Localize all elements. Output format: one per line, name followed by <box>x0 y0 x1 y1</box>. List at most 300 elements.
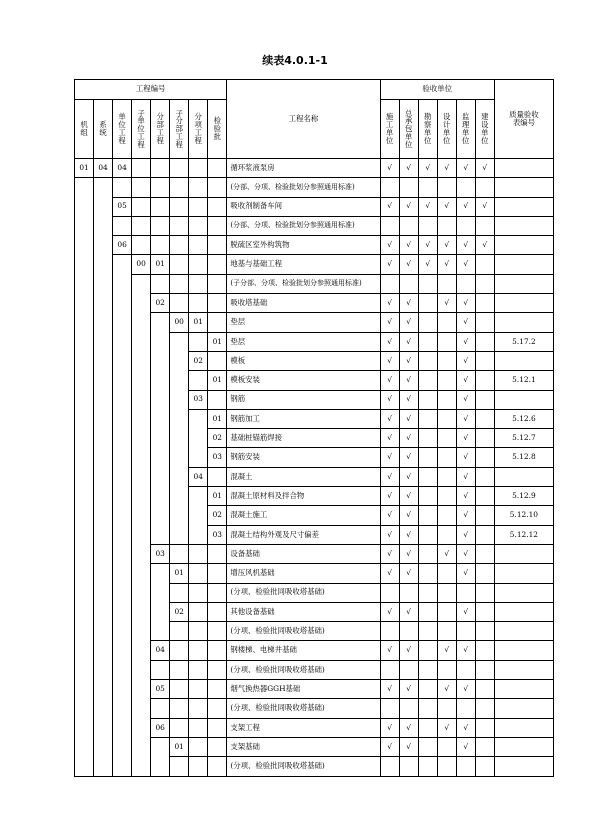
acceptance-check-cell: √ <box>456 564 475 583</box>
form-number-cell <box>494 390 553 409</box>
code-cell <box>170 525 189 544</box>
table-row <box>75 660 554 679</box>
project-name-cell: 钢筋安装 <box>227 448 380 467</box>
code-cell <box>189 487 208 506</box>
form-number-cell <box>494 178 553 197</box>
header-unit-col: 监理单位 <box>456 100 475 159</box>
acceptance-check-cell <box>456 216 475 235</box>
acceptance-check-cell <box>418 467 437 486</box>
code-cell <box>151 313 170 332</box>
code-cell <box>170 583 189 602</box>
acceptance-check-cell <box>437 622 456 641</box>
code-cell <box>189 274 208 293</box>
form-number-cell <box>494 351 553 370</box>
code-cell <box>94 660 113 679</box>
acceptance-check-cell <box>437 467 456 486</box>
code-cell <box>132 525 151 544</box>
header-code-col: 分部工程 <box>151 100 170 159</box>
acceptance-check-cell <box>475 622 494 641</box>
code-cell <box>75 737 94 756</box>
project-name-cell: 混凝土 <box>227 467 380 486</box>
acceptance-check-cell <box>399 757 418 776</box>
acceptance-check-cell <box>399 274 418 293</box>
code-cell <box>189 660 208 679</box>
acceptance-check-cell: √ <box>399 313 418 332</box>
acceptance-check-cell <box>418 429 437 448</box>
code-cell <box>189 602 208 621</box>
code-cell <box>189 216 208 235</box>
acceptance-check-cell <box>418 699 437 718</box>
acceptance-check-cell <box>380 274 399 293</box>
acceptance-check-cell <box>418 274 437 293</box>
code-cell <box>208 274 227 293</box>
code-cell <box>132 602 151 621</box>
project-name-cell: 地基与基础工程 <box>227 255 380 274</box>
acceptance-check-cell: √ <box>456 641 475 660</box>
code-cell <box>113 544 132 563</box>
code-cell <box>132 178 151 197</box>
acceptance-check-cell: √ <box>456 506 475 525</box>
table-row <box>75 159 554 178</box>
acceptance-check-cell: √ <box>399 737 418 756</box>
code-cell <box>113 602 132 621</box>
code-cell <box>113 564 132 583</box>
acceptance-check-cell: √ <box>380 197 399 216</box>
acceptance-check-cell <box>380 660 399 679</box>
header-code-col: 分项工程 <box>189 100 208 159</box>
acceptance-check-cell: √ <box>380 564 399 583</box>
acceptance-check-cell: √ <box>399 564 418 583</box>
header-code-col: 机组 <box>75 100 94 159</box>
table-row <box>75 371 554 390</box>
table-row <box>75 178 554 197</box>
code-cell: 03 <box>151 544 170 563</box>
code-cell <box>132 757 151 776</box>
code-cell <box>132 718 151 737</box>
acceptance-check-cell <box>437 448 456 467</box>
code-cell <box>113 178 132 197</box>
code-cell <box>94 332 113 351</box>
acceptance-check-cell <box>475 718 494 737</box>
acceptance-check-cell <box>475 371 494 390</box>
code-cell <box>170 544 189 563</box>
acceptance-check-cell <box>437 178 456 197</box>
acceptance-check-cell <box>456 622 475 641</box>
code-cell <box>132 487 151 506</box>
code-cell <box>75 602 94 621</box>
code-cell <box>94 178 113 197</box>
acceptance-check-cell: √ <box>437 159 456 178</box>
header-unit-col: 设计单位 <box>437 100 456 159</box>
acceptance-check-cell: √ <box>380 429 399 448</box>
code-cell <box>208 757 227 776</box>
acceptance-check-cell <box>437 429 456 448</box>
code-cell <box>132 197 151 216</box>
code-cell <box>113 622 132 641</box>
code-cell <box>94 718 113 737</box>
project-name-cell: 垫层 <box>227 332 380 351</box>
code-cell: 01 <box>208 409 227 428</box>
code-cell: 04 <box>94 159 113 178</box>
acceptance-check-cell: √ <box>399 294 418 313</box>
code-cell: 01 <box>170 737 189 756</box>
project-name-cell: 吸收剂制备车间 <box>227 197 380 216</box>
code-cell <box>75 583 94 602</box>
code-cell: 02 <box>151 294 170 313</box>
code-cell <box>151 351 170 370</box>
code-cell <box>132 351 151 370</box>
code-cell <box>170 390 189 409</box>
project-code-table <box>74 79 554 777</box>
form-number-cell <box>494 216 553 235</box>
code-cell <box>170 236 189 255</box>
code-cell <box>113 409 132 428</box>
code-cell: 05 <box>113 197 132 216</box>
code-cell <box>189 448 208 467</box>
table-row <box>75 294 554 313</box>
acceptance-check-cell: √ <box>456 718 475 737</box>
acceptance-check-cell <box>418 390 437 409</box>
acceptance-check-cell <box>475 332 494 351</box>
acceptance-check-cell: √ <box>456 159 475 178</box>
acceptance-check-cell <box>475 641 494 660</box>
acceptance-check-cell: √ <box>380 680 399 699</box>
form-number-cell: 5.12.12 <box>494 525 553 544</box>
form-number-cell <box>494 313 553 332</box>
code-cell <box>189 294 208 313</box>
acceptance-check-cell <box>399 216 418 235</box>
acceptance-check-cell: √ <box>399 544 418 563</box>
header-code-col: 单位工程 <box>113 100 132 159</box>
code-cell <box>94 506 113 525</box>
code-cell <box>151 757 170 776</box>
code-cell <box>208 718 227 737</box>
acceptance-check-cell <box>437 409 456 428</box>
project-name-cell: 钢筋加工 <box>227 409 380 428</box>
code-cell: 05 <box>151 680 170 699</box>
code-cell <box>189 178 208 197</box>
code-cell <box>75 506 94 525</box>
table-row <box>75 487 554 506</box>
acceptance-check-cell: √ <box>399 525 418 544</box>
acceptance-check-cell <box>475 506 494 525</box>
acceptance-check-cell <box>475 564 494 583</box>
code-cell <box>170 216 189 235</box>
acceptance-check-cell <box>475 467 494 486</box>
code-cell <box>189 506 208 525</box>
form-number-cell: 5.12.6 <box>494 409 553 428</box>
acceptance-check-cell <box>437 564 456 583</box>
project-name-cell: 支架工程 <box>227 718 380 737</box>
acceptance-check-cell: √ <box>456 602 475 621</box>
acceptance-check-cell <box>437 583 456 602</box>
acceptance-check-cell: √ <box>418 197 437 216</box>
acceptance-check-cell <box>418 525 437 544</box>
acceptance-check-cell <box>475 313 494 332</box>
acceptance-check-cell <box>475 216 494 235</box>
acceptance-check-cell: √ <box>380 371 399 390</box>
code-cell <box>75 660 94 679</box>
acceptance-check-cell: √ <box>456 390 475 409</box>
table-row <box>75 467 554 486</box>
acceptance-check-cell <box>475 660 494 679</box>
code-cell <box>75 216 94 235</box>
acceptance-check-cell <box>399 699 418 718</box>
code-cell <box>189 371 208 390</box>
code-cell <box>113 757 132 776</box>
acceptance-check-cell <box>399 622 418 641</box>
project-name-cell: 混凝土结构外观及尺寸偏差 <box>227 525 380 544</box>
code-cell <box>94 641 113 660</box>
acceptance-check-cell: √ <box>380 641 399 660</box>
code-cell <box>94 274 113 293</box>
code-cell <box>75 699 94 718</box>
code-cell <box>170 641 189 660</box>
acceptance-check-cell: √ <box>380 718 399 737</box>
acceptance-check-cell: √ <box>380 487 399 506</box>
code-cell <box>189 255 208 274</box>
code-cell <box>151 448 170 467</box>
project-name-cell: 脱硫区室外构筑物 <box>227 236 380 255</box>
acceptance-check-cell: √ <box>399 409 418 428</box>
project-name-cell: (分项、检验批同吸收塔基础) <box>227 622 380 641</box>
acceptance-check-cell <box>475 583 494 602</box>
acceptance-check-cell: √ <box>437 544 456 563</box>
code-cell <box>75 429 94 448</box>
code-cell <box>113 660 132 679</box>
acceptance-check-cell <box>475 429 494 448</box>
code-cell <box>113 390 132 409</box>
code-cell <box>132 506 151 525</box>
acceptance-check-cell <box>475 757 494 776</box>
acceptance-check-cell <box>418 737 437 756</box>
code-cell <box>151 699 170 718</box>
code-cell <box>75 371 94 390</box>
code-cell <box>151 583 170 602</box>
code-cell: 03 <box>208 448 227 467</box>
code-cell <box>75 351 94 370</box>
header-unit-col: 勘察单位 <box>418 100 437 159</box>
table-row <box>75 197 554 216</box>
table-row <box>75 525 554 544</box>
code-cell <box>113 274 132 293</box>
acceptance-check-cell <box>456 178 475 197</box>
code-cell <box>189 409 208 428</box>
code-cell <box>75 313 94 332</box>
form-number-cell <box>494 564 553 583</box>
code-cell <box>94 564 113 583</box>
acceptance-check-cell: √ <box>456 313 475 332</box>
code-cell <box>170 351 189 370</box>
code-cell <box>151 274 170 293</box>
code-cell <box>170 757 189 776</box>
code-cell <box>132 737 151 756</box>
code-cell <box>151 660 170 679</box>
acceptance-check-cell: √ <box>380 351 399 370</box>
code-cell <box>170 429 189 448</box>
code-cell <box>208 216 227 235</box>
code-cell <box>75 274 94 293</box>
project-name-cell: (分部、分项、检验批划分参照通用标准) <box>227 178 380 197</box>
code-cell <box>170 197 189 216</box>
code-cell <box>113 737 132 756</box>
acceptance-check-cell: √ <box>456 351 475 370</box>
header-unit-col: 建设单位 <box>475 100 494 159</box>
code-cell: 01 <box>189 313 208 332</box>
acceptance-check-cell <box>399 178 418 197</box>
project-name-cell: 钢楼梯、电梯井基础 <box>227 641 380 660</box>
code-cell <box>94 255 113 274</box>
form-number-cell <box>494 159 553 178</box>
code-cell: 02 <box>208 506 227 525</box>
code-cell <box>151 390 170 409</box>
acceptance-check-cell <box>475 544 494 563</box>
form-number-cell <box>494 680 553 699</box>
code-cell <box>208 737 227 756</box>
acceptance-check-cell <box>437 313 456 332</box>
code-cell: 04 <box>189 467 208 486</box>
code-cell <box>113 351 132 370</box>
code-cell <box>132 409 151 428</box>
table-caption: 续表4.0.1-1 <box>262 54 328 67</box>
header-unit-col: 施工单位 <box>380 100 399 159</box>
code-cell <box>132 313 151 332</box>
acceptance-check-cell: √ <box>456 197 475 216</box>
acceptance-check-cell <box>380 757 399 776</box>
table-row <box>75 602 554 621</box>
code-cell <box>189 564 208 583</box>
acceptance-check-cell <box>437 274 456 293</box>
acceptance-check-cell <box>475 602 494 621</box>
acceptance-check-cell: √ <box>437 718 456 737</box>
acceptance-check-cell: √ <box>380 467 399 486</box>
acceptance-check-cell: √ <box>456 448 475 467</box>
code-cell <box>151 332 170 351</box>
code-cell <box>151 564 170 583</box>
table-row <box>75 313 554 332</box>
code-cell <box>208 564 227 583</box>
code-cell <box>94 680 113 699</box>
acceptance-check-cell: √ <box>399 680 418 699</box>
code-cell <box>132 371 151 390</box>
acceptance-check-cell: √ <box>418 255 437 274</box>
code-cell <box>170 255 189 274</box>
acceptance-check-cell <box>418 216 437 235</box>
code-cell: 03 <box>208 525 227 544</box>
code-cell <box>189 737 208 756</box>
table-row <box>75 583 554 602</box>
acceptance-check-cell: √ <box>399 487 418 506</box>
code-cell <box>208 622 227 641</box>
code-cell <box>170 506 189 525</box>
acceptance-check-cell <box>475 680 494 699</box>
acceptance-check-cell: √ <box>380 525 399 544</box>
project-name-cell: (分项、检验批同吸收塔基础) <box>227 699 380 718</box>
acceptance-check-cell: √ <box>475 197 494 216</box>
form-number-cell <box>494 236 553 255</box>
acceptance-check-cell <box>475 351 494 370</box>
header-unit-col: 总承包单位 <box>399 100 418 159</box>
project-name-cell: (子分部、分项、检验批划分参照通用标准) <box>227 274 380 293</box>
code-cell <box>170 274 189 293</box>
code-cell <box>94 583 113 602</box>
code-cell <box>75 718 94 737</box>
project-name-cell: 增压风机基础 <box>227 564 380 583</box>
code-cell <box>94 448 113 467</box>
code-cell <box>189 197 208 216</box>
code-cell <box>75 564 94 583</box>
acceptance-check-cell: √ <box>399 429 418 448</box>
acceptance-check-cell: √ <box>399 255 418 274</box>
acceptance-check-cell <box>475 487 494 506</box>
code-cell <box>170 718 189 737</box>
code-cell <box>132 660 151 679</box>
table-row <box>75 255 554 274</box>
code-cell <box>189 159 208 178</box>
code-cell <box>208 197 227 216</box>
code-cell <box>170 448 189 467</box>
header-acceptance-group: 验收单位 <box>380 80 494 100</box>
form-number-cell <box>494 467 553 486</box>
code-cell <box>208 390 227 409</box>
table-row <box>75 544 554 563</box>
form-number-cell <box>494 718 553 737</box>
table-row <box>75 236 554 255</box>
code-cell: 01 <box>151 255 170 274</box>
form-number-cell <box>494 622 553 641</box>
form-number-cell <box>494 641 553 660</box>
code-cell <box>75 448 94 467</box>
code-cell <box>75 390 94 409</box>
code-cell: 02 <box>189 351 208 370</box>
acceptance-check-cell <box>418 487 437 506</box>
acceptance-check-cell <box>437 525 456 544</box>
acceptance-check-cell: √ <box>456 680 475 699</box>
project-name-cell: 钢筋 <box>227 390 380 409</box>
acceptance-check-cell: √ <box>437 680 456 699</box>
acceptance-check-cell <box>475 448 494 467</box>
code-cell <box>151 371 170 390</box>
acceptance-check-cell <box>380 216 399 235</box>
code-cell <box>208 544 227 563</box>
acceptance-check-cell: √ <box>380 255 399 274</box>
code-cell <box>208 680 227 699</box>
form-number-cell <box>494 197 553 216</box>
form-number-cell: 5.12.7 <box>494 429 553 448</box>
code-cell <box>113 680 132 699</box>
project-name-cell: 基础桩锚筋焊接 <box>227 429 380 448</box>
acceptance-check-cell: √ <box>399 467 418 486</box>
project-name-cell: 设备基础 <box>227 544 380 563</box>
acceptance-check-cell: √ <box>437 236 456 255</box>
code-cell: 04 <box>113 159 132 178</box>
code-cell <box>189 622 208 641</box>
form-number-cell: 5.12.10 <box>494 506 553 525</box>
acceptance-check-cell: √ <box>418 236 437 255</box>
acceptance-check-cell: √ <box>380 409 399 428</box>
project-name-cell: 模板 <box>227 351 380 370</box>
code-cell <box>94 525 113 544</box>
form-number-cell <box>494 699 553 718</box>
table-row <box>75 718 554 737</box>
code-cell: 02 <box>208 429 227 448</box>
acceptance-check-cell <box>418 544 437 563</box>
table-row <box>75 680 554 699</box>
code-cell <box>208 467 227 486</box>
code-cell <box>113 216 132 235</box>
code-cell <box>170 660 189 679</box>
table-row <box>75 564 554 583</box>
